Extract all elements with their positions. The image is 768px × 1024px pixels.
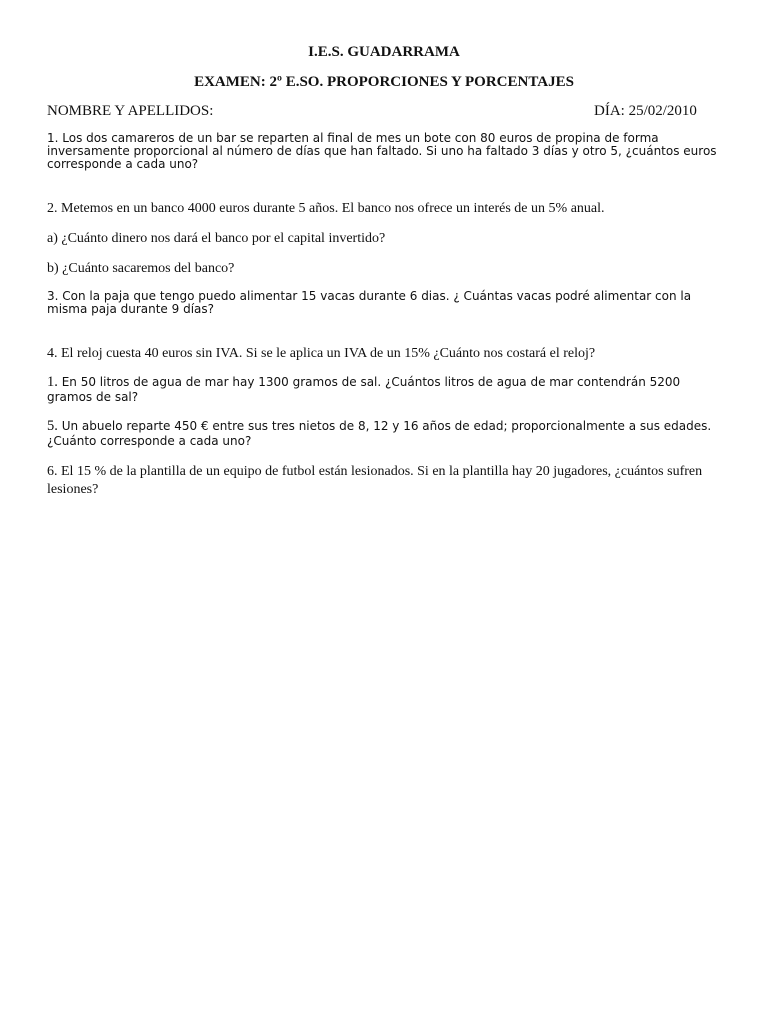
question-3: [47, 290, 727, 316]
question-4-text: 4. El reloj cuesta 40 euros sin IVA. Si se le aplica un IVA de un 15% ¿Cuánto nos costará el reloj?: [47, 346, 596, 361]
question-1b-text: En 50 litros de agua de mar hay 1300 gramos de sal. ¿Cuántos litros de agua de mar contendrán 5200 gramos de sal?: [47, 375, 681, 404]
name-label: NOMBRE Y APELLIDOS:: [47, 103, 214, 119]
exam-title: EXAMEN: 2º E.SO. PROPORCIONES Y PORCENTAJES: [194, 74, 574, 90]
question-2b-text: b) ¿Cuánto sacaremos del banco?: [47, 261, 235, 276]
question-1: [47, 132, 727, 171]
question-5: [47, 419, 727, 449]
question-1b: [47, 375, 727, 405]
question-5-number: 5.: [47, 418, 58, 434]
question-3-number: 3.: [47, 289, 59, 303]
date-label: DÍA: 25/02/2010: [594, 103, 697, 119]
school-title: I.E.S. GUADARRAMA: [308, 44, 460, 60]
question-2a-text: a) ¿Cuánto dinero nos dará el banco por el capital invertido?: [47, 231, 386, 246]
question-3-text: Con la paja que tengo puedo alimentar 15 vacas durante 6 dias. ¿ Cuántas vacas podré alimentar con la misma paja durante 9 días?: [47, 289, 692, 316]
question-1-number: 1.: [47, 131, 59, 145]
question-5-text: Un abuelo reparte 450 € entre sus tres nietos de 8, 12 y 16 años de edad; proporcionalmente a sus edades. ¿Cuánto corresponde a cada uno?: [47, 419, 712, 448]
question-6-number: 6.: [47, 464, 58, 479]
question-2-text: 2. Metemos en un banco 4000 euros durante 5 años. El banco nos ofrece un interés de un 5% anual.: [47, 201, 605, 216]
question-1b-number: 1.: [47, 374, 58, 390]
question-6-text: El 15 % de la plantilla de un equipo de futbol están lesionados. Si en la plantilla hay 20 jugadores, ¿cuántos sufren lesiones?: [47, 464, 703, 497]
question-1-text: Los dos camareros de un bar se reparten al final de mes un bote con 80 euros de propina de forma inversamente proporcional al número de días que han faltado. Si uno ha faltado 3 días y otro 5, ¿cuántos euros corresponde a cada uno?: [47, 131, 717, 171]
question-6: [47, 463, 727, 499]
